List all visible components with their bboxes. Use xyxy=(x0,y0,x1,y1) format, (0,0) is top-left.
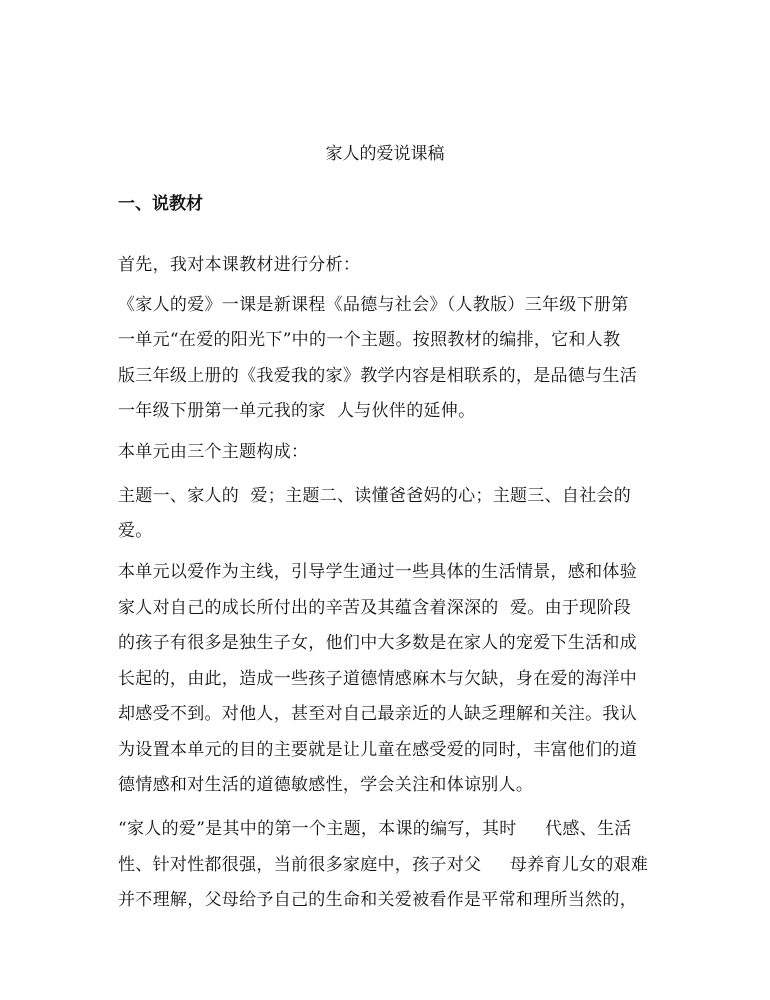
text-line: 为设置本单元的目的主要就是让儿童在感受爱的同时，丰富他们的道 xyxy=(118,740,637,760)
text-line: 本单元以爱作为主线，引导学生通过一些具体的生活情景，感和体验 xyxy=(118,562,637,582)
text-line: 爱。 xyxy=(118,521,153,541)
text-line: 版三年级上册的《我爱我的家》教学内容是相联系的，是品德与生活 xyxy=(118,366,637,386)
text-line: “家人的爱”是其中的第一个主题，本课的编写，其时 代感、生活 xyxy=(118,819,632,839)
text-line: 却感受不到。对他人，甚至对自己最亲近的人缺乏理解和关注。我认 xyxy=(118,704,637,724)
text-line: 德情感和对生活的道德敏感性，学会关注和体谅别人。 xyxy=(118,775,534,795)
text-line: 本单元由三个主题构成： xyxy=(118,442,309,462)
text-line: 性、针对性都很强，当前很多家庭中，孩子对父 母养育儿女的艰难 xyxy=(118,855,649,875)
text-line: 家人对自己的成长所付出的辛苦及其蕴含着深深的 爱。由于现阶段 xyxy=(118,598,632,618)
section-heading: 一、说教材 xyxy=(118,194,203,214)
text-line: 一年级下册第一单元我的家 人与伙伴的延伸。 xyxy=(118,401,476,421)
text-line: 长起的，由此，造成一些孩子道德情感麻木与欠缺，身在爱的海洋中 xyxy=(118,669,637,689)
document-title: 家人的爱说课稿 xyxy=(325,144,445,164)
text-line: 一单元“在爱的阳光下”中的一个主题。按照教材的编排，它和人教 xyxy=(118,330,621,350)
text-line: 首先，我对本课教材进行分析： xyxy=(118,255,361,275)
text-line: 主题一、家人的 爱；主题二、读懂爸爸妈的心；主题三、自社会的 xyxy=(118,486,632,506)
text-line: 的孩子有很多是独生子女，他们中大多数是在家人的宠爱下生活和成 xyxy=(118,633,637,653)
text-line: 并不理解，父母给予自己的生命和关爱被看作是平常和理所当然的， xyxy=(118,890,637,910)
text-line: 《家人的爱》一课是新课程《品德与社会》（人教版）三年级下册第 xyxy=(118,295,629,315)
